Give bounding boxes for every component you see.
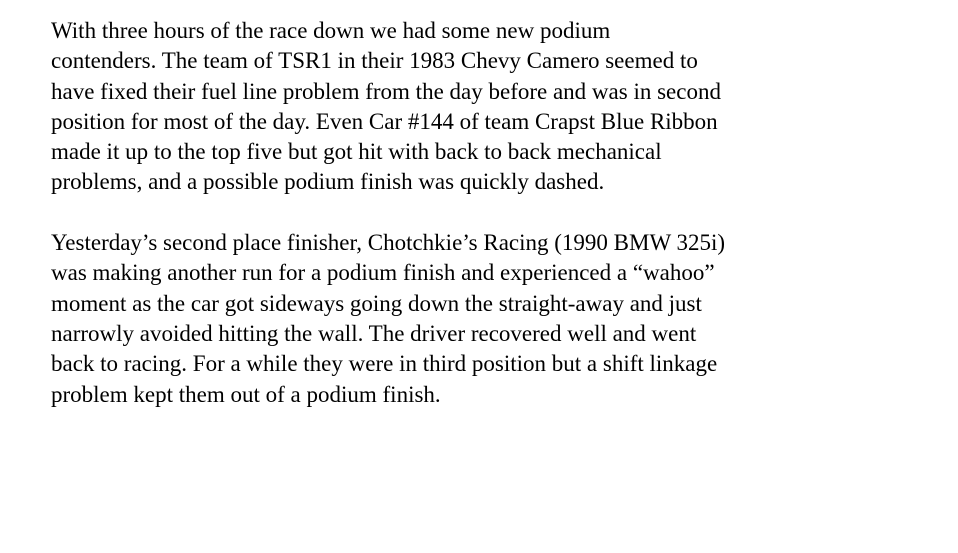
- text-line: Yesterday’s second place finisher, Chotchkie’s Racing (1990 BMW 325i): [51, 230, 726, 256]
- document-body: [51, 16, 951, 440]
- text-line: back to racing. For a while they were in third position but a shift linkage: [51, 351, 718, 377]
- paragraph-2: [51, 228, 951, 410]
- text-line: contenders. The team of TSR1 in their 1983 Chevy Camero seemed to: [51, 48, 698, 74]
- paragraph-1: [51, 16, 951, 198]
- text-line: narrowly avoided hitting the wall. The driver recovered well and went: [51, 320, 697, 346]
- text-line: problems, and a possible podium finish was quickly dashed.: [51, 169, 605, 195]
- text-line: have fixed their fuel line problem from the day before and was in second: [51, 78, 721, 104]
- text-line: was making another run for a podium finish and experienced a “wahoo”: [51, 260, 715, 286]
- text-line: made it up to the top five but got hit with back to back mechanical: [51, 139, 662, 165]
- text-line: position for most of the day. Even Car #144 of team Crapst Blue Ribbon: [51, 108, 718, 134]
- text-line: With three hours of the race down we had some new podium: [51, 18, 611, 43]
- text-line: moment as the car got sideways going down the straight-away and just: [51, 290, 702, 316]
- text-line: problem kept them out of a podium finish.: [51, 381, 441, 407]
